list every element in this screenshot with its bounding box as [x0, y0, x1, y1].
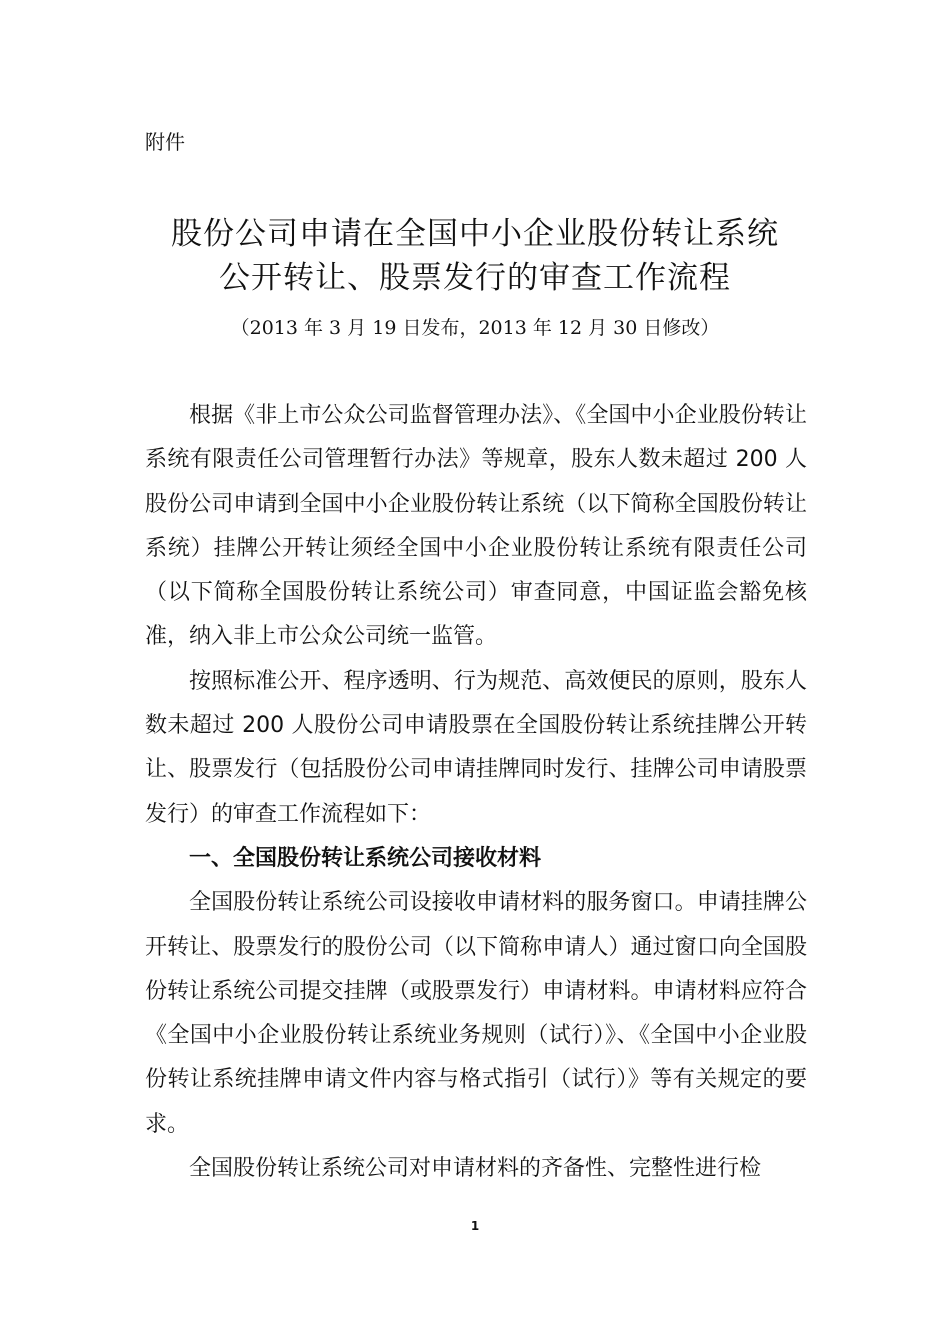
section-1-heading: 一、全国股份转让系统公司接收材料: [189, 845, 542, 871]
attachment-label: 附件: [145, 130, 185, 154]
paragraph-2: 按照标准公开、程序透明、行为规范、高效便民的原则，股东人数未超过 200 人股份公司申请股票在全国股份转让系统挂牌公开转让、股票发行（包括股份公司申请挂牌同时发行、挂牌公司申请股票发行）的审查工作流程如下：: [145, 668, 807, 827]
document-title-line-2: 公开转让、股票发行的审查工作流程: [219, 260, 731, 296]
document-title-line-1: 股份公司申请在全国中小企业股份转让系统: [171, 216, 779, 252]
paragraph-1: 根据《非上市公众公司监督管理办法》、《全国中小企业股份转让系统有限责任公司管理暂行办法》等规章，股东人数未超过 200 人股份公司申请到全国中小企业股份转让系统（以下简称全国股份转让系统）挂牌公开转让须经全国中小企业股份转让系统有限责任公司（以下简称全国股份转让系统公司）审查同意，中国证监会豁免核准，纳入非上市公众公司统一监管。: [145, 403, 807, 650]
page-number: 1: [470, 1219, 480, 1233]
document-body: [145, 394, 807, 1191]
paragraph-4: 全国股份转让系统公司对申请材料的齐备性、完整性进行检: [189, 1156, 762, 1182]
paragraph-3: 全国股份转让系统公司设接收申请材料的服务窗口。申请挂牌公开转让、股票发行的股份公司（以下简称申请人）通过窗口向全国股份转让系统公司提交挂牌（或股票发行）申请材料。申请材料应符合《全国中小企业股份转让系统业务规则（试行）》、《全国中小企业股份转让系统挂牌申请文件内容与格式指引（试行）》等有关规定的要求。: [145, 890, 807, 1137]
document-subtitle-dates: （2013 年 3 月 19 日发布，2013 年 12 月 30 日修改）: [230, 317, 720, 339]
